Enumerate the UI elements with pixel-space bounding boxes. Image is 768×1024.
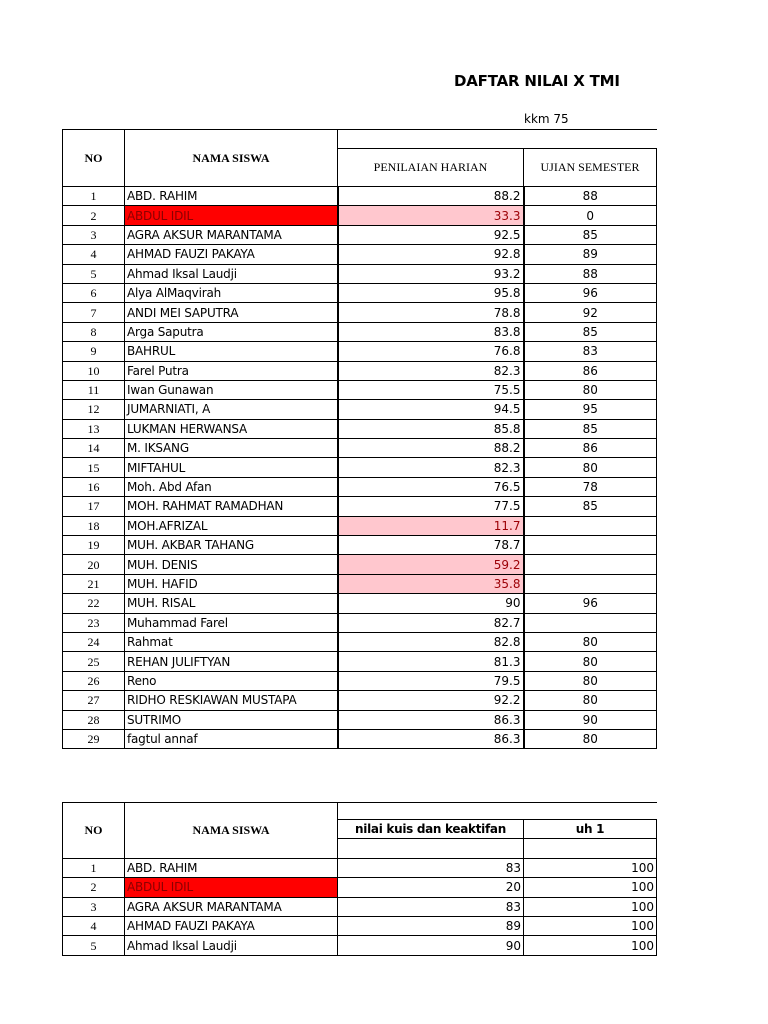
ujian-semester-value: 80 (524, 691, 657, 710)
table-row (63, 555, 657, 574)
uh1-value: 100 (524, 858, 657, 877)
row-no: 17 (63, 497, 125, 516)
student-name: ANDI MEI SAPUTRA (125, 303, 338, 322)
student-name: MUH. RISAL (125, 594, 338, 613)
student-name: BAHRUL (125, 342, 338, 361)
table-row (63, 497, 657, 516)
penilaian-harian-value: 86.3 (338, 729, 524, 748)
penilaian-harian-value: 85.8 (338, 419, 524, 438)
ujian-semester-value: 78 (524, 477, 657, 496)
ujian-semester-value: 80 (524, 380, 657, 399)
table-row (63, 594, 657, 613)
student-name: Ahmad Iksal Laudji (125, 264, 338, 283)
page-title: DAFTAR NILAI X TMI (454, 72, 620, 90)
ujian-semester-value: 85 (524, 322, 657, 341)
student-name: SUTRIMO (125, 710, 338, 729)
ujian-semester-value: 80 (524, 652, 657, 671)
penilaian-harian-value: 92.2 (338, 691, 524, 710)
student-name: MOH. RAHMAT RAMADHAN (125, 497, 338, 516)
ujian-semester-value: 83 (524, 342, 657, 361)
row-no: 20 (63, 555, 125, 574)
table-row (63, 710, 657, 729)
row-no: 2 (63, 878, 125, 897)
header-no: NO (63, 130, 125, 187)
student-name: AHMAD FAUZI PAKAYA (125, 245, 338, 264)
table-row (63, 632, 657, 651)
row-no: 6 (63, 283, 125, 302)
table-row (63, 916, 657, 935)
penilaian-harian-value: 90 (338, 594, 524, 613)
header-name: NAMA SISWA (125, 130, 338, 187)
row-no: 10 (63, 361, 125, 380)
ujian-semester-value: 88 (524, 187, 657, 206)
student-name: ABDUL IDIL (125, 878, 338, 897)
row-no: 8 (63, 322, 125, 341)
table-row (63, 322, 657, 341)
row-no: 5 (63, 264, 125, 283)
kkm-label: kkm 75 (524, 112, 569, 126)
row-no: 14 (63, 439, 125, 458)
ujian-semester-value (524, 555, 657, 574)
penilaian-harian-value: 77.5 (338, 497, 524, 516)
ujian-semester-value: 85 (524, 225, 657, 244)
ujian-semester-value: 86 (524, 439, 657, 458)
ujian-semester-value: 80 (524, 729, 657, 748)
student-name: Arga Saputra (125, 322, 338, 341)
row-no: 13 (63, 419, 125, 438)
nilai-kuis-value: 20 (338, 878, 524, 897)
student-name: Moh. Abd Afan (125, 477, 338, 496)
table-row (63, 936, 657, 955)
header2-uh1: uh 1 (524, 820, 657, 839)
ujian-semester-value (524, 613, 657, 632)
row-no: 4 (63, 916, 125, 935)
student-name: Rahmat (125, 632, 338, 651)
penilaian-harian-value: 81.3 (338, 652, 524, 671)
student-name: ABD. RAHIM (125, 187, 338, 206)
header-ujian-semester: UJIAN SEMESTER (524, 148, 657, 186)
penilaian-harian-value: 88.2 (338, 439, 524, 458)
student-name: fagtul annaf (125, 729, 338, 748)
row-no: 19 (63, 536, 125, 555)
penilaian-harian-value: 33.3 (338, 206, 524, 225)
table-row (63, 380, 657, 399)
table-row (63, 516, 657, 535)
header2-blank-a (338, 839, 524, 858)
penilaian-harian-value: 82.3 (338, 458, 524, 477)
student-name: Alya AlMaqvirah (125, 283, 338, 302)
uh1-value: 100 (524, 878, 657, 897)
header2-name: NAMA SISWA (125, 803, 338, 859)
table-row (63, 691, 657, 710)
uh1-value: 100 (524, 897, 657, 916)
nilai-kuis-value: 90 (338, 936, 524, 955)
row-no: 3 (63, 225, 125, 244)
penilaian-harian-value: 78.7 (338, 536, 524, 555)
student-name: REHAN JULIFTYAN (125, 652, 338, 671)
uh1-value: 100 (524, 916, 657, 935)
ujian-semester-value: 0 (524, 206, 657, 225)
row-no: 26 (63, 671, 125, 690)
penilaian-harian-value: 88.2 (338, 187, 524, 206)
table-row (63, 419, 657, 438)
student-name: Farel Putra (125, 361, 338, 380)
table-row (63, 729, 657, 748)
penilaian-harian-value: 83.8 (338, 322, 524, 341)
row-no: 12 (63, 400, 125, 419)
uh1-value: 100 (524, 936, 657, 955)
ujian-semester-value (524, 536, 657, 555)
student-name: MOH.AFRIZAL (125, 516, 338, 535)
student-name: AHMAD FAUZI PAKAYA (125, 916, 338, 935)
header2-no: NO (63, 803, 125, 859)
table-row (63, 613, 657, 632)
penilaian-harian-value: 11.7 (338, 516, 524, 535)
table-row (63, 245, 657, 264)
header2-group-blank (338, 803, 657, 820)
student-name: ABDUL IDIL (125, 206, 338, 225)
student-name: Reno (125, 671, 338, 690)
row-no: 2 (63, 206, 125, 225)
row-no: 27 (63, 691, 125, 710)
row-no: 9 (63, 342, 125, 361)
table-row (63, 342, 657, 361)
row-no: 3 (63, 897, 125, 916)
penilaian-harian-value: 94.5 (338, 400, 524, 419)
ujian-semester-value (524, 574, 657, 593)
penilaian-harian-value: 78.8 (338, 303, 524, 322)
penilaian-harian-value: 76.8 (338, 342, 524, 361)
penilaian-harian-value: 92.5 (338, 225, 524, 244)
header2-blank-b (524, 839, 657, 858)
row-no: 18 (63, 516, 125, 535)
row-no: 28 (63, 710, 125, 729)
table-row (63, 477, 657, 496)
table-row (63, 897, 657, 916)
penilaian-harian-value: 92.8 (338, 245, 524, 264)
student-name: Iwan Gunawan (125, 380, 338, 399)
table-row (63, 400, 657, 419)
table-row (63, 303, 657, 322)
header-group-blank (338, 130, 657, 149)
row-no: 1 (63, 187, 125, 206)
table-row (63, 878, 657, 897)
header2-nilai-kuis: nilai kuis dan keaktifan (338, 820, 524, 839)
penilaian-harian-value: 59.2 (338, 555, 524, 574)
table-row (63, 652, 657, 671)
row-no: 25 (63, 652, 125, 671)
table-row (63, 283, 657, 302)
table-row (63, 439, 657, 458)
student-name: AGRA AKSUR MARANTAMA (125, 225, 338, 244)
row-no: 5 (63, 936, 125, 955)
table-row (63, 225, 657, 244)
student-name: Muhammad Farel (125, 613, 338, 632)
student-name: MUH. AKBAR TAHANG (125, 536, 338, 555)
table-row (63, 574, 657, 593)
ujian-semester-value: 86 (524, 361, 657, 380)
penilaian-harian-value: 93.2 (338, 264, 524, 283)
penilaian-harian-value: 75.5 (338, 380, 524, 399)
ujian-semester-value: 96 (524, 594, 657, 613)
table-row (63, 187, 657, 206)
table-row (63, 671, 657, 690)
nilai-kuis-value: 89 (338, 916, 524, 935)
student-name: MIFTAHUL (125, 458, 338, 477)
student-name: MUH. HAFID (125, 574, 338, 593)
row-no: 7 (63, 303, 125, 322)
row-no: 16 (63, 477, 125, 496)
penilaian-harian-value: 76.5 (338, 477, 524, 496)
row-no: 1 (63, 858, 125, 877)
table-row (63, 536, 657, 555)
ujian-semester-value: 92 (524, 303, 657, 322)
row-no: 11 (63, 380, 125, 399)
student-name: M. IKSANG (125, 439, 338, 458)
penilaian-harian-value: 82.8 (338, 632, 524, 651)
row-no: 22 (63, 594, 125, 613)
table-row (63, 458, 657, 477)
nilai-kuis-value: 83 (338, 897, 524, 916)
penilaian-harian-value: 79.5 (338, 671, 524, 690)
nilai-kuis-value: 83 (338, 858, 524, 877)
row-no: 29 (63, 729, 125, 748)
grades-table (62, 129, 657, 749)
table-row (63, 264, 657, 283)
row-no: 21 (63, 574, 125, 593)
ujian-semester-value: 85 (524, 419, 657, 438)
ujian-semester-value: 80 (524, 632, 657, 651)
quiz-table (62, 802, 657, 956)
ujian-semester-value: 80 (524, 671, 657, 690)
table-row (63, 361, 657, 380)
row-no: 23 (63, 613, 125, 632)
student-name: LUKMAN HERWANSA (125, 419, 338, 438)
student-name: JUMARNIATI, A (125, 400, 338, 419)
student-name: Ahmad Iksal Laudji (125, 936, 338, 955)
penilaian-harian-value: 35.8 (338, 574, 524, 593)
penilaian-harian-value: 82.7 (338, 613, 524, 632)
table-row (63, 206, 657, 225)
student-name: ABD. RAHIM (125, 858, 338, 877)
row-no: 4 (63, 245, 125, 264)
ujian-semester-value: 96 (524, 283, 657, 302)
row-no: 15 (63, 458, 125, 477)
penilaian-harian-value: 86.3 (338, 710, 524, 729)
ujian-semester-value: 88 (524, 264, 657, 283)
penilaian-harian-value: 82.3 (338, 361, 524, 380)
row-no: 24 (63, 632, 125, 651)
penilaian-harian-value: 95.8 (338, 283, 524, 302)
ujian-semester-value: 90 (524, 710, 657, 729)
ujian-semester-value (524, 516, 657, 535)
table-row (63, 858, 657, 877)
student-name: RIDHO RESKIAWAN MUSTAPA (125, 691, 338, 710)
header-penilaian-harian: PENILAIAN HARIAN (338, 148, 524, 186)
ujian-semester-value: 89 (524, 245, 657, 264)
ujian-semester-value: 95 (524, 400, 657, 419)
student-name: MUH. DENIS (125, 555, 338, 574)
ujian-semester-value: 80 (524, 458, 657, 477)
student-name: AGRA AKSUR MARANTAMA (125, 897, 338, 916)
ujian-semester-value: 85 (524, 497, 657, 516)
